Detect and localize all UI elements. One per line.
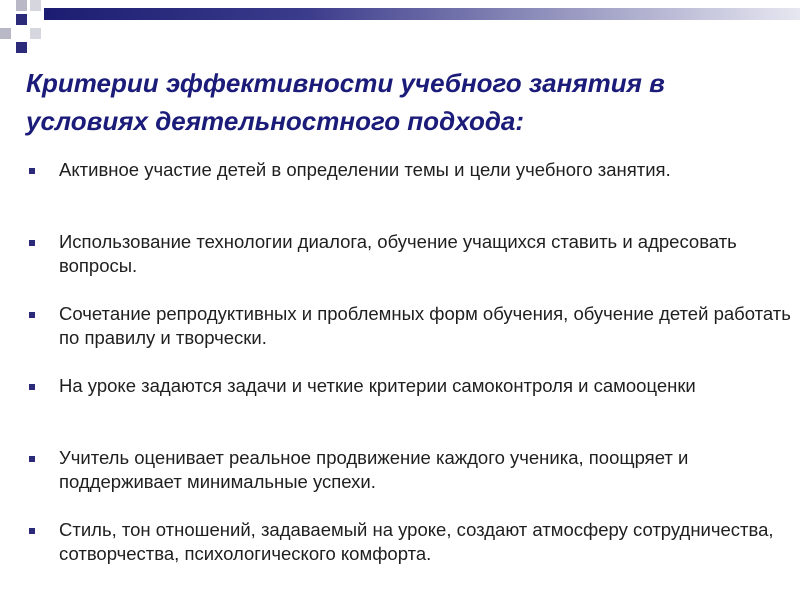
- header-square-3: [16, 14, 27, 25]
- criteria-list: [26, 158, 796, 590]
- list-item: [26, 446, 796, 494]
- list-item: [26, 158, 796, 206]
- square-bullet-icon: [29, 528, 35, 534]
- list-item-text: На уроке задаются задачи и четкие критерии самоконтроля и самооценки: [59, 375, 696, 396]
- header-square-4: [0, 28, 11, 39]
- list-item-text: Стиль, тон отношений, задаваемый на уроке, создают атмосферу сотрудничества, сотворчества, психологического комфорта.: [59, 519, 774, 564]
- header-square-2: [30, 0, 41, 11]
- slide-title: Критерии эффективности учебного занятия в условиях деятельностного подхода:: [26, 68, 665, 136]
- square-bullet-icon: [29, 312, 35, 318]
- header-square-1: [16, 0, 27, 11]
- list-item-text: Использование технологии диалога, обучение учащихся ставить и адресовать вопросы.: [59, 231, 737, 276]
- square-bullet-icon: [29, 384, 35, 390]
- square-bullet-icon: [29, 456, 35, 462]
- square-bullet-icon: [29, 240, 35, 246]
- list-item: [26, 302, 796, 350]
- list-item: [26, 518, 796, 566]
- list-item: [26, 374, 796, 422]
- header-bar: [44, 8, 800, 20]
- list-item-text: Активное участие детей в определении темы и цели учебного занятия.: [59, 159, 671, 180]
- header-square-6: [16, 42, 27, 53]
- list-item-text: Сочетание репродуктивных и проблемных форм обучения, обучение детей работать по правилу и творчески.: [59, 303, 791, 348]
- square-bullet-icon: [29, 168, 35, 174]
- list-item: [26, 230, 796, 278]
- header-square-5: [30, 28, 41, 39]
- list-item-text: Учитель оценивает реальное продвижение каждого ученика, поощряет и поддерживает минимальные успехи.: [59, 447, 689, 492]
